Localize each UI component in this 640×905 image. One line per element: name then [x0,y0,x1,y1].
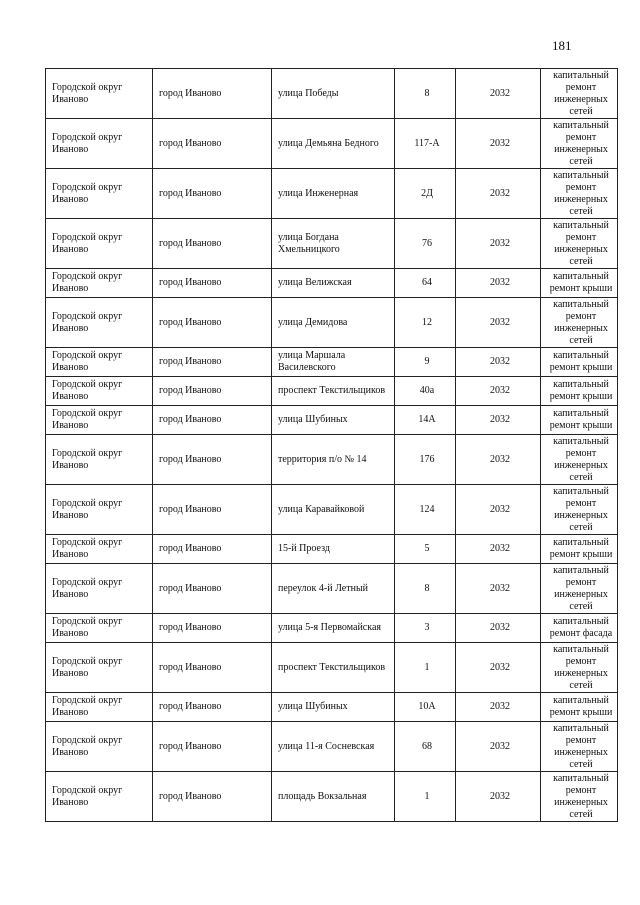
cell-settlement: город Иваново [153,435,272,485]
cell-house-number: 8 [395,69,456,119]
cell-municipality: Городской округ Иваново [46,377,153,406]
table-row [46,377,618,406]
cell-street: улица Демьяна Бедного [272,119,395,169]
cell-house-number: 2Д [395,169,456,219]
table-row [46,219,618,269]
cell-settlement: город Иваново [153,269,272,298]
cell-municipality: Городской округ Иваново [46,614,153,643]
cell-work-type: капитальный ремонт инженерных сетей [541,485,618,535]
cell-work-type: капитальный ремонт инженерных сетей [541,643,618,693]
cell-work-type: капитальный ремонт инженерных сетей [541,722,618,772]
cell-settlement: город Иваново [153,564,272,614]
repair-schedule-table [45,68,618,822]
cell-year: 2032 [456,535,541,564]
cell-work-type: капитальный ремонт крыши [541,535,618,564]
cell-year: 2032 [456,298,541,348]
cell-work-type: капитальный ремонт крыши [541,348,618,377]
table-body [46,69,618,822]
cell-municipality: Городской округ Иваново [46,693,153,722]
cell-year: 2032 [456,377,541,406]
cell-street: улица Демидова [272,298,395,348]
cell-year: 2032 [456,269,541,298]
cell-street: улица 11-я Сосневская [272,722,395,772]
cell-work-type: капитальный ремонт фасада [541,614,618,643]
cell-municipality: Городской округ Иваново [46,406,153,435]
table-row [46,772,618,822]
cell-settlement: город Иваново [153,772,272,822]
cell-work-type: капитальный ремонт инженерных сетей [541,119,618,169]
cell-house-number: 124 [395,485,456,535]
table-row [46,119,618,169]
table-row [46,693,618,722]
table-row [46,722,618,772]
cell-street: улица Победы [272,69,395,119]
cell-year: 2032 [456,406,541,435]
cell-municipality: Городской округ Иваново [46,69,153,119]
cell-municipality: Городской округ Иваново [46,772,153,822]
cell-municipality: Городской округ Иваново [46,643,153,693]
page-number: 181 [552,38,572,53]
cell-street: площадь Вокзальная [272,772,395,822]
table-row [46,169,618,219]
cell-work-type: капитальный ремонт инженерных сетей [541,435,618,485]
cell-municipality: Городской округ Иваново [46,269,153,298]
cell-street: улица Шубиных [272,693,395,722]
cell-house-number: 14А [395,406,456,435]
cell-year: 2032 [456,643,541,693]
cell-street: улица Богдана Хмельницкого [272,219,395,269]
cell-municipality: Городской округ Иваново [46,119,153,169]
cell-house-number: 3 [395,614,456,643]
cell-settlement: город Иваново [153,535,272,564]
cell-year: 2032 [456,119,541,169]
cell-street: улица Каравайковой [272,485,395,535]
cell-settlement: город Иваново [153,485,272,535]
cell-house-number: 117-А [395,119,456,169]
cell-work-type: капитальный ремонт инженерных сетей [541,564,618,614]
cell-settlement: город Иваново [153,348,272,377]
cell-house-number: 176 [395,435,456,485]
cell-municipality: Городской округ Иваново [46,169,153,219]
cell-settlement: город Иваново [153,69,272,119]
cell-street: территория п/о № 14 [272,435,395,485]
cell-house-number: 40а [395,377,456,406]
table-row [46,643,618,693]
table-row [46,406,618,435]
cell-street: улица 5-я Первомайская [272,614,395,643]
cell-settlement: город Иваново [153,377,272,406]
cell-municipality: Городской округ Иваново [46,219,153,269]
cell-house-number: 68 [395,722,456,772]
cell-settlement: город Иваново [153,169,272,219]
cell-municipality: Городской округ Иваново [46,485,153,535]
cell-house-number: 1 [395,643,456,693]
cell-work-type: капитальный ремонт крыши [541,377,618,406]
cell-house-number: 5 [395,535,456,564]
cell-year: 2032 [456,69,541,119]
cell-year: 2032 [456,169,541,219]
table-row [46,435,618,485]
cell-house-number: 1 [395,772,456,822]
cell-municipality: Городской округ Иваново [46,348,153,377]
cell-settlement: город Иваново [153,614,272,643]
table-row [46,614,618,643]
cell-settlement: город Иваново [153,643,272,693]
cell-house-number: 64 [395,269,456,298]
cell-street: проспект Текстильщиков [272,377,395,406]
cell-municipality: Городской округ Иваново [46,435,153,485]
table-row [46,564,618,614]
cell-municipality: Городской округ Иваново [46,722,153,772]
cell-work-type: капитальный ремонт инженерных сетей [541,69,618,119]
cell-street: переулок 4-й Летный [272,564,395,614]
cell-work-type: капитальный ремонт инженерных сетей [541,772,618,822]
table-row [46,535,618,564]
cell-work-type: капитальный ремонт инженерных сетей [541,219,618,269]
cell-settlement: город Иваново [153,219,272,269]
cell-house-number: 8 [395,564,456,614]
cell-settlement: город Иваново [153,693,272,722]
cell-house-number: 12 [395,298,456,348]
cell-street: улица Велижская [272,269,395,298]
cell-year: 2032 [456,564,541,614]
cell-year: 2032 [456,722,541,772]
cell-work-type: капитальный ремонт инженерных сетей [541,169,618,219]
cell-municipality: Городской округ Иваново [46,564,153,614]
cell-settlement: город Иваново [153,406,272,435]
cell-municipality: Городской округ Иваново [46,535,153,564]
table-row [46,348,618,377]
cell-municipality: Городской округ Иваново [46,298,153,348]
cell-year: 2032 [456,614,541,643]
cell-street: проспект Текстильщиков [272,643,395,693]
cell-year: 2032 [456,693,541,722]
cell-year: 2032 [456,348,541,377]
cell-house-number: 76 [395,219,456,269]
cell-settlement: город Иваново [153,298,272,348]
cell-work-type: капитальный ремонт крыши [541,406,618,435]
cell-street: 15-й Проезд [272,535,395,564]
cell-year: 2032 [456,219,541,269]
table-row [46,269,618,298]
table-row [46,298,618,348]
cell-settlement: город Иваново [153,722,272,772]
cell-house-number: 9 [395,348,456,377]
cell-settlement: город Иваново [153,119,272,169]
cell-year: 2032 [456,435,541,485]
cell-street: улица Инженерная [272,169,395,219]
cell-work-type: капитальный ремонт крыши [541,693,618,722]
table-row [46,69,618,119]
cell-work-type: капитальный ремонт инженерных сетей [541,298,618,348]
cell-work-type: капитальный ремонт крыши [541,269,618,298]
cell-street: улица Шубиных [272,406,395,435]
table-row [46,485,618,535]
cell-year: 2032 [456,485,541,535]
cell-house-number: 10А [395,693,456,722]
cell-year: 2032 [456,772,541,822]
cell-street: улица Маршала Василевского [272,348,395,377]
